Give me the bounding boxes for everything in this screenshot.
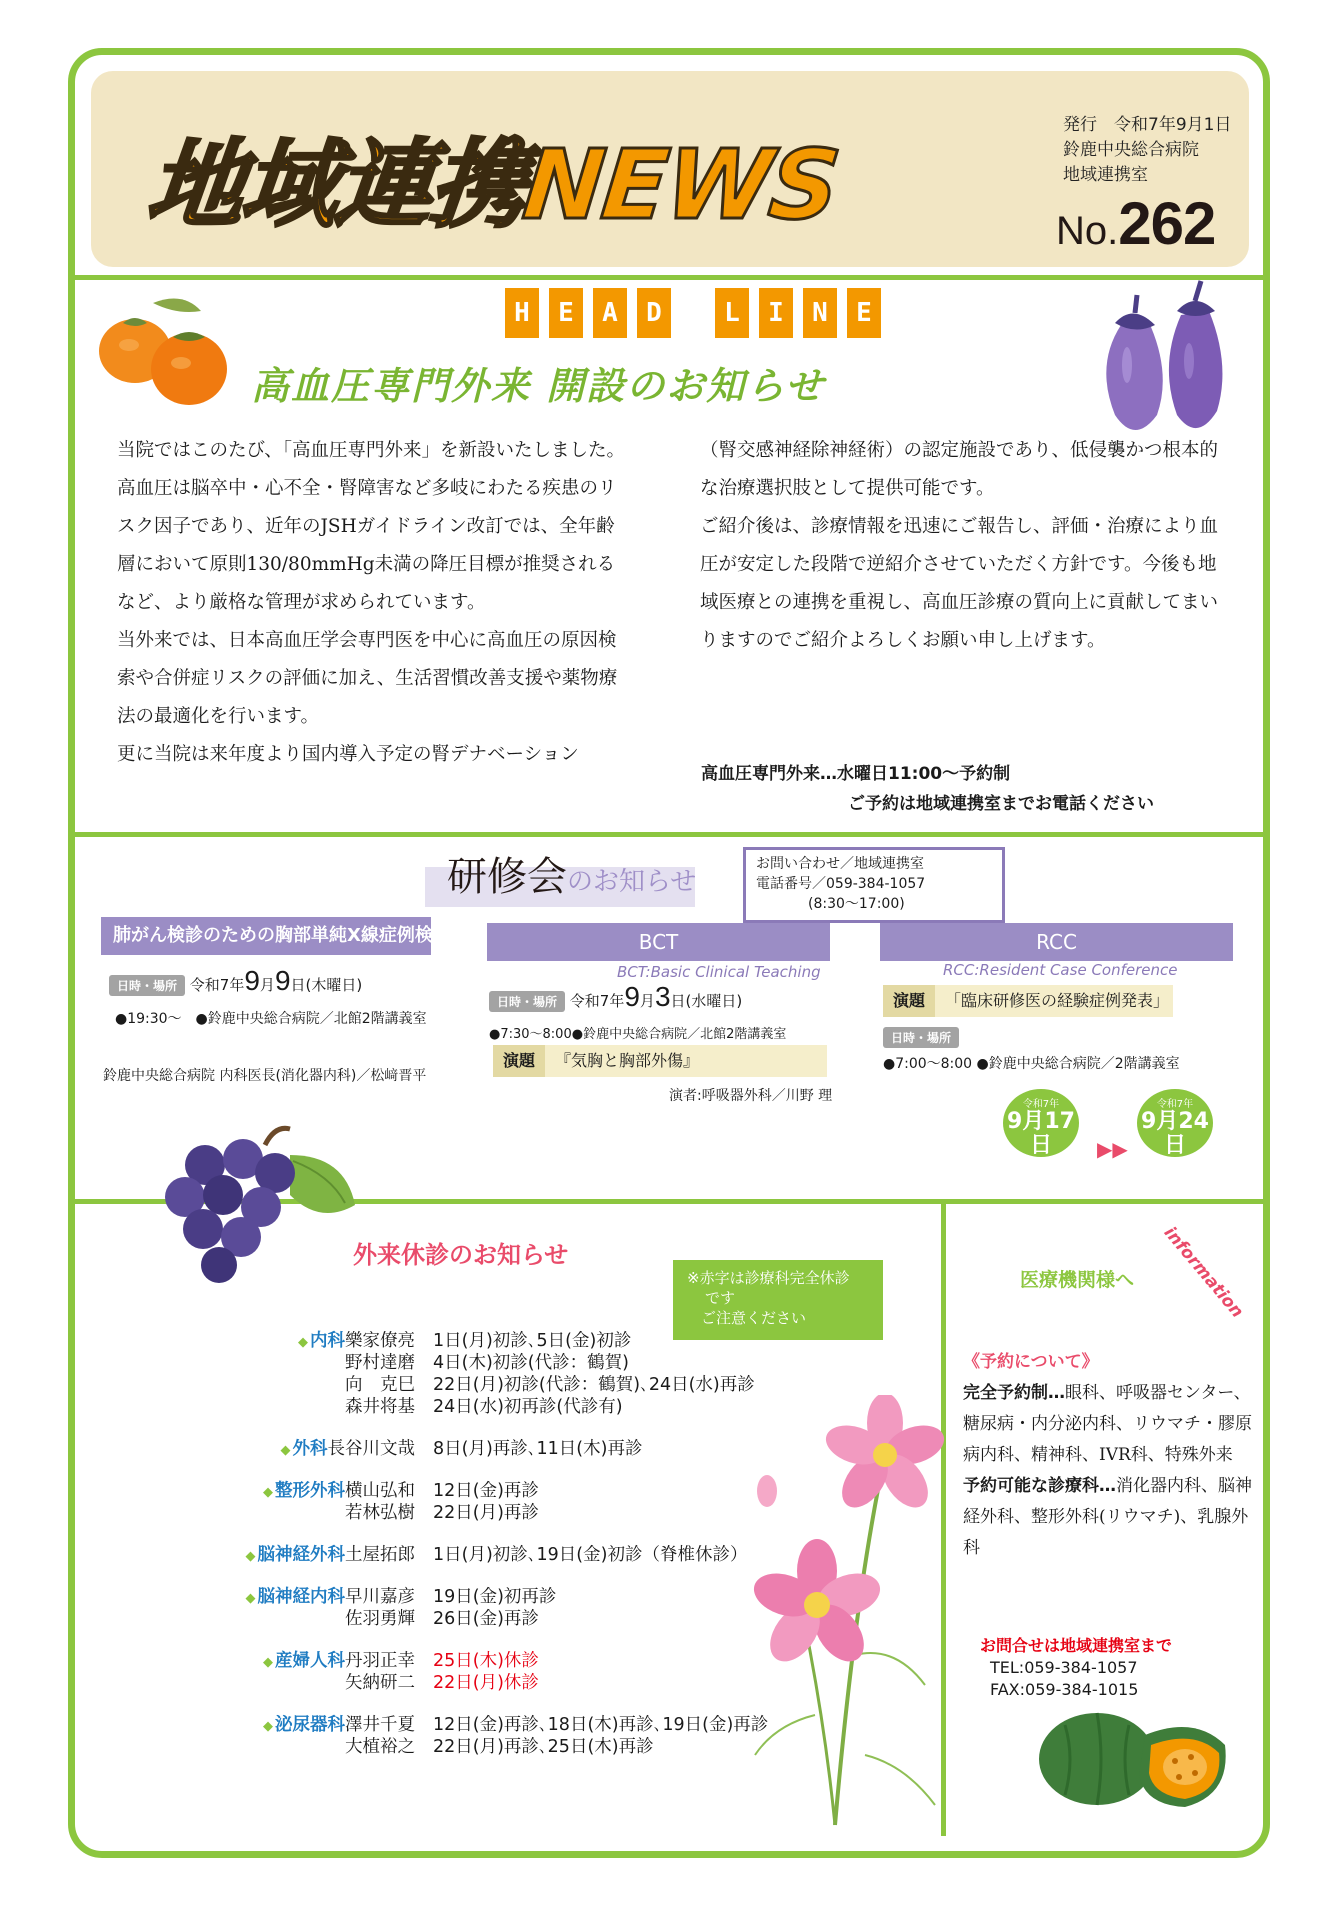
bct-date: 日時・場所 令和7年9月3日(水曜日) [489, 981, 742, 1013]
closure-dates: 22日(月)再診 [433, 1503, 539, 1523]
grape-illustration [115, 1115, 365, 1285]
doctor-name: 向 克巳 [345, 1375, 415, 1395]
doctor-name: 森井将基 [345, 1397, 415, 1417]
lecture-label: 演題 [493, 1045, 545, 1077]
issue-number [1056, 189, 1215, 258]
doctor-name: 佐羽勇輝 [345, 1609, 415, 1629]
badge-era: 令和7年 [1156, 1099, 1194, 1110]
note-line: ※赤字は診療科完全休診 [687, 1269, 850, 1287]
dept-name: ◆ 泌尿器科 [263, 1715, 345, 1735]
bct-title: BCT [487, 923, 830, 961]
closure-dates: 19日(金)初再診 [433, 1587, 557, 1607]
information-script: information [1159, 1223, 1248, 1322]
closure-dates: 22日(月)初診(代診：鶴賀)､24日(水)再診 [433, 1375, 755, 1395]
note-line: です [705, 1289, 736, 1307]
badge-weekday: (水曜日) [1022, 1162, 1060, 1173]
persimmon-illustration [93, 293, 233, 413]
eggplant-illustration [1085, 265, 1255, 455]
publisher-hospital: 鈴鹿中央総合病院 [1063, 140, 1199, 160]
rcc-subtitle: RCC:Resident Case Conference [943, 961, 1178, 979]
bct-weekday: (水曜日) [685, 992, 743, 1010]
doctor-name: 大植裕之 [345, 1737, 415, 1757]
cosmos-flower-illustration [735, 1395, 965, 1835]
closure-dates: 24日(水)初再診(代診有) [433, 1397, 623, 1417]
dept-orthopedics [195, 1480, 815, 1524]
possible-reservation-label: 予約可能な診療科… [963, 1476, 1116, 1496]
contact-phone: 電話番号／059-384-1057 [756, 876, 926, 892]
article-paragraph: 更に当院は来年度より国内導入予定の腎デナベーション [117, 744, 579, 765]
clinic-hours: 高血圧専門外来…水曜日11:00～予約制 [701, 764, 1011, 784]
publisher-office: 地域連携室 [1063, 165, 1148, 185]
closure-dates-full: 22日(月)休診 [433, 1673, 539, 1693]
lung-month: 9 [244, 965, 260, 996]
contact-hours: (8:30～17:00) [808, 896, 905, 912]
dept-internal-medicine [195, 1330, 815, 1418]
rcc-date-badge [1137, 1089, 1213, 1173]
closure-title: 外来休診のお知らせ [353, 1241, 569, 1269]
dept-name: ◆ 産婦人科 [263, 1651, 345, 1671]
doctor-name: 土屋拓郎 [345, 1545, 415, 1565]
lung-speaker: 鈴鹿中央総合病院 内科医長(消化器内科)／松﨑晋平 [103, 1068, 427, 1084]
bct-lecture [493, 1045, 827, 1077]
closure-dates: 12日(金)再診 [433, 1481, 539, 1501]
banner-letter: A [593, 288, 627, 338]
lung-date: 日時・場所 令和7年9月9日(木曜日) [109, 965, 362, 997]
datetime-tag: 日時・場所 [489, 991, 565, 1012]
headline-banner [505, 288, 881, 338]
badge-date: 9月24日 [1141, 1109, 1209, 1158]
doctor-name: 澤井千夏 [345, 1715, 415, 1735]
contact-label: お問い合わせ／地域連携室 [756, 856, 924, 872]
closure-dates: 1日(月)初診､19日(金)初診（脊椎休診） [433, 1545, 748, 1565]
doctor-name: 早川嘉彦 [345, 1587, 415, 1607]
publication-info [1063, 113, 1231, 188]
masthead-panel [91, 71, 1249, 267]
lecture-title: 「臨床研修医の経験症例発表」 [945, 991, 1170, 1010]
publish-date: 発行 令和7年9月1日 [1063, 115, 1232, 135]
bct-day: 3 [654, 981, 671, 1012]
lung-time-place: ●19:30～ ●鈴鹿中央総合病院／北館2階講義室 [115, 1011, 427, 1027]
seminar-title [447, 845, 696, 902]
rcc-lecture [883, 985, 1173, 1017]
badge-weekday: (水曜日) [1156, 1162, 1194, 1173]
dept-neurosurgery [195, 1544, 815, 1566]
bct-month: 9 [624, 981, 640, 1012]
closure-dates: 22日(月)再診､25日(木)再診 [433, 1737, 654, 1757]
contact-tel: TEL:059-384-1057 [990, 1658, 1138, 1677]
lecture-label: 演題 [883, 985, 935, 1017]
banner-letter: D [637, 288, 671, 338]
banner-letter: L [715, 288, 749, 338]
lung-weekday: (木曜日) [305, 976, 363, 994]
info-title: 医療機関様へ [1020, 1269, 1135, 1291]
badge-date: 9月17日 [1007, 1109, 1075, 1158]
dept-name: ◆ 外科 [281, 1439, 328, 1459]
lung-conference-title: 肺がん検診のための胸部単純X線症例検討会 [101, 917, 431, 955]
closure-schedule [195, 1330, 815, 1778]
datetime-tag: 日時・場所 [109, 975, 185, 996]
bct-era: 令和7年 [569, 992, 625, 1010]
possible-reservation [963, 1471, 1255, 1564]
newsletter-frame [68, 48, 1270, 1858]
closure-dates: 4日(木)初診(代診：鶴賀) [433, 1353, 629, 1373]
issue-prefix: No. [1056, 209, 1119, 253]
closure-dates: 1日(月)初診､5日(金)初診 [433, 1331, 632, 1351]
bct-subtitle: BCT:Basic Clinical Teaching [617, 963, 821, 981]
full-reservation-label: 完全予約制… [963, 1383, 1065, 1403]
closure-dates-full: 25日(木)休診 [433, 1651, 539, 1671]
issue-value: 262 [1118, 190, 1216, 257]
dept-name: ◆ 整形外科 [263, 1481, 345, 1501]
info-contact [980, 1635, 1172, 1701]
reservation-note: ご予約は地域連携室までお電話ください [848, 794, 1154, 814]
rcc-date-tag-row [883, 1027, 959, 1048]
banner-letter: E [847, 288, 881, 338]
dept-urology [195, 1714, 815, 1758]
banner-letter: N [803, 288, 837, 338]
dept-name: ◆ 脳神経外科 [246, 1545, 346, 1565]
article-paragraph: ご紹介後は、診療情報を迅速にご報告し、評価・治療により血圧が安定した段階で逆紹介させていただく方針です。今後も地域医療との連携を重視し、高血圧診療の質向上に貢献してまいりますのでご紹介よろしくお願い申し上げます。 [700, 516, 1219, 651]
full-reservation [963, 1378, 1255, 1471]
bct-speaker: 演者:呼吸器外科／川野 理 [669, 1088, 833, 1104]
doctor-name: 樂家僚亮 [345, 1331, 415, 1351]
rcc-title: RCC [880, 923, 1233, 961]
lecture-title: 『気胸と胸部外傷』 [555, 1051, 700, 1070]
info-body [963, 1347, 1255, 1564]
pumpkin-illustration [1035, 1695, 1235, 1815]
datetime-tag: 日時・場所 [883, 1027, 959, 1048]
banner-gap [681, 288, 705, 338]
note-line: ご注意ください [701, 1309, 807, 1327]
doctor-name: 丹羽正幸 [345, 1651, 415, 1671]
doctor-name: 野村達磨 [345, 1353, 415, 1373]
contact-heading: お問合せは地域連携室まで [980, 1636, 1173, 1655]
dept-neurology [195, 1586, 815, 1630]
article-right-column [700, 432, 1218, 660]
article-paragraph: （腎交感神経除神経術）の認定施設であり、低侵襲かつ根本的な治療選択肢として提供可能です。 [700, 440, 1219, 499]
dept-name: ◆ 内科 [298, 1331, 345, 1351]
masthead-title: 地域連携NEWS [142, 129, 844, 241]
doctor-name: 横山弘和 [345, 1481, 415, 1501]
banner-letter: I [759, 288, 793, 338]
doctor-name: 長谷川文哉 [327, 1439, 415, 1459]
seminar-title-main: 研修会 [447, 854, 567, 900]
dept-name: ◆ 脳神経内科 [246, 1587, 346, 1607]
doctor-name: 若林弘樹 [345, 1503, 415, 1523]
badge-era: 令和7年 [1022, 1099, 1060, 1110]
full-reservation-depts: 眼科、呼吸器センター、糖尿病・内分泌内科、リウマチ・膠原病内科、精神科、IVR科、特殊外来 [963, 1383, 1252, 1465]
headline-title: 高血圧専門外来 開設のお知らせ [251, 364, 826, 408]
doctor-name: 矢納研二 [345, 1673, 415, 1693]
article-paragraph: 当院ではこのたび、「高血圧専門外来」を新設いたしました。高血圧は脳卒中・心不全・腎障害など多岐にわたる疾患のリスク因子であり、近年のJSHガイドライン改訂では、全年齢層において原則130/80mmHg未満の降圧目標が推奨されるなど、より厳格な管理が求められています。 [117, 440, 626, 613]
divider-seminar [75, 832, 1263, 837]
dept-surgery [195, 1438, 815, 1460]
seminar-title-sub: のお知らせ [567, 867, 697, 897]
clinic-hours-note [701, 759, 1154, 819]
possible-reservation-depts: 消化器内科、脳神経外科、整形外科(リウマチ)、乳腺外科 [963, 1476, 1252, 1558]
dept-obgyn [195, 1650, 815, 1694]
contact-fax: FAX:059-384-1015 [990, 1680, 1139, 1699]
banner-letter: H [505, 288, 539, 338]
seminar-contact-box [743, 847, 1005, 923]
closure-note [673, 1260, 883, 1340]
rcc-date-badge [1003, 1089, 1079, 1173]
date-arrow-icon: ▶▶ [1097, 1137, 1128, 1161]
closure-dates: 8日(月)再診､11日(木)再診 [433, 1439, 643, 1459]
closure-dates: 26日(金)再診 [433, 1609, 539, 1629]
lung-day: 9 [274, 965, 291, 996]
rcc-time-place: ●7:00～8:00 ●鈴鹿中央総合病院／2階講義室 [883, 1056, 1180, 1072]
article-paragraph: 当外来では、日本高血圧学会専門医を中心に高血圧の原因検索や合併症リスクの評価に加え、生活習慣改善支援や薬物療法の最適化を行います。 [117, 630, 618, 727]
reservation-heading: 《予約について》 [963, 1352, 1099, 1372]
article-left-column [117, 432, 632, 774]
lung-era: 令和7年 [189, 976, 245, 994]
bct-time-place: ●7:30～8:00●鈴鹿中央総合病院／北館2階講義室 [489, 1027, 787, 1042]
closure-dates: 12日(金)再診､18日(木)再診､19日(金)再診 [433, 1715, 769, 1735]
banner-letter: E [549, 288, 583, 338]
